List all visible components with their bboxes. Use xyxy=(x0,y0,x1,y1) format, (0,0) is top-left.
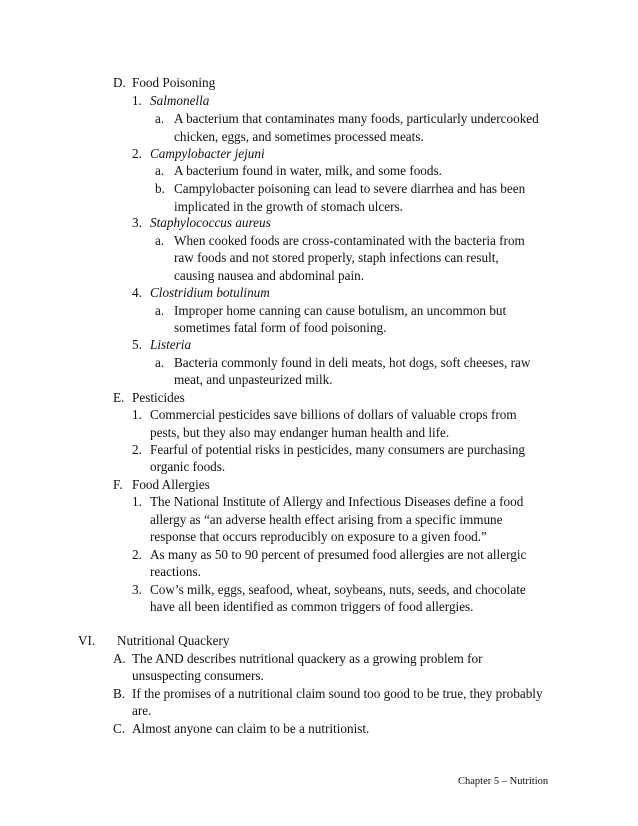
item-text-line: Fearful of potential risks in pesticides, many consumers are purchasing xyxy=(150,442,526,457)
sub-label: a. xyxy=(155,163,165,178)
item-label: A. xyxy=(113,651,126,666)
page-footer: Chapter 5 – Nutrition xyxy=(458,776,549,787)
section-f-title: Food Allergies xyxy=(132,477,210,492)
item-text-line: The National Institute of Allergy and Infectious Diseases define a food xyxy=(150,494,524,509)
organism-name: Clostridium botulinum xyxy=(150,285,270,300)
sub-label: a. xyxy=(155,233,165,248)
item-text-line: Commercial pesticides save billions of dollars of valuable crops from xyxy=(150,407,517,422)
item-text-line: unsuspecting consumers. xyxy=(132,668,264,683)
section-d-label: D. xyxy=(113,75,126,90)
section-f-label: F. xyxy=(113,477,123,492)
item-label: C. xyxy=(113,721,126,736)
sub-text-line: Bacteria commonly found in deli meats, hot dogs, soft cheeses, raw xyxy=(174,355,531,370)
item-text-line: The AND describes nutritional quackery as a growing problem for xyxy=(132,651,483,666)
section-d-title: Food Poisoning xyxy=(132,75,216,90)
chapter-vi-title: Nutritional Quackery xyxy=(117,633,230,648)
item-text-line: reactions. xyxy=(150,564,201,579)
item-label: B. xyxy=(113,686,126,701)
sub-text-line: When cooked foods are cross-contaminated with the bacteria from xyxy=(174,233,525,248)
sub-label: b. xyxy=(155,181,165,196)
sub-text-line: chicken, eggs, and sometimes processed meats. xyxy=(174,129,424,144)
sub-text-line: meat, and unpasteurized milk. xyxy=(174,372,333,387)
item-number: 3. xyxy=(132,582,142,597)
item-text-line: organic foods. xyxy=(150,459,226,474)
sub-text-line: causing nausea and abdominal pain. xyxy=(174,268,365,283)
section-e-title: Pesticides xyxy=(132,390,185,405)
section-e-label: E. xyxy=(113,390,125,405)
sub-text-line: raw foods and not stored properly, staph infections can result, xyxy=(174,250,499,265)
chapter-vi-label: VI. xyxy=(78,633,96,648)
item-number: 5. xyxy=(132,337,142,352)
sub-text-line: A bacterium found in water, milk, and some foods. xyxy=(174,163,442,178)
item-number: 1. xyxy=(132,407,142,422)
sub-text-line: sometimes fatal form of food poisoning. xyxy=(174,320,387,335)
item-text-line: As many as 50 to 90 percent of presumed food allergies are not allergic xyxy=(150,547,527,562)
organism-name: Staphylococcus aureus xyxy=(150,215,271,230)
item-number: 1. xyxy=(132,494,142,509)
item-text-line: pests, but they also may endanger human health and life. xyxy=(150,425,450,440)
item-text-line: allergy as “an adverse health effect arising from a specific immune xyxy=(150,512,503,527)
organism-name: Campylobacter jejuni xyxy=(150,146,265,161)
item-text-line: are. xyxy=(132,703,152,718)
item-number: 1. xyxy=(132,93,142,108)
item-text-line: Cow’s milk, eggs, seafood, wheat, soybeans, nuts, seeds, and chocolate xyxy=(150,582,526,597)
organism-name: Salmonella xyxy=(150,93,210,108)
sub-label: a. xyxy=(155,355,165,370)
sub-label: a. xyxy=(155,111,165,126)
item-number: 2. xyxy=(132,547,142,562)
item-text-line: If the promises of a nutritional claim sound too good to be true, they probably xyxy=(132,686,543,701)
item-number: 2. xyxy=(132,146,142,161)
item-text-line: response that occurs reproducibly on exposure to a given food.” xyxy=(150,529,487,544)
sub-text-line: A bacterium that contaminates many foods, particularly undercooked xyxy=(174,111,539,126)
item-text-line: have all been identified as common triggers of food allergies. xyxy=(150,599,474,614)
sub-label: a. xyxy=(155,303,165,318)
item-number: 3. xyxy=(132,215,142,230)
item-text-line: Almost anyone can claim to be a nutritionist. xyxy=(132,721,370,736)
item-number: 2. xyxy=(132,442,142,457)
organism-name: Listeria xyxy=(150,337,192,352)
sub-text-line: implicated in the growth of stomach ulcers. xyxy=(174,199,403,214)
item-number: 4. xyxy=(132,285,142,300)
sub-text-line: Campylobacter poisoning can lead to severe diarrhea and has been xyxy=(174,181,526,196)
sub-text-line: Improper home canning can cause botulism, an uncommon but xyxy=(174,303,507,318)
